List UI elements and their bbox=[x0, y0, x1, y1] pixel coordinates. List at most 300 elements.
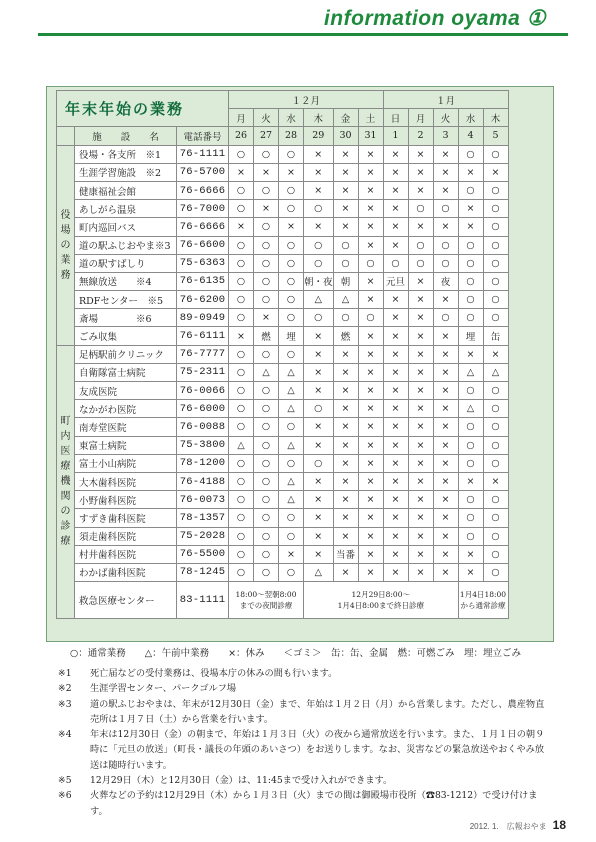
status-cell: 元旦 bbox=[383, 272, 408, 290]
weekday-header: 木 bbox=[483, 109, 508, 127]
month-january: １月 bbox=[383, 91, 508, 109]
status-cell: × bbox=[333, 145, 358, 163]
status-cell: 缶 bbox=[483, 327, 508, 345]
status-cell: ○ bbox=[229, 400, 254, 418]
facility-name: 友成医院 bbox=[75, 382, 177, 400]
note-key: ※6 bbox=[58, 790, 72, 802]
facility-tel: 75-2311 bbox=[177, 363, 229, 381]
status-cell: × bbox=[433, 291, 458, 309]
status-cell: × bbox=[358, 418, 383, 436]
status-cell: × bbox=[333, 491, 358, 509]
date-header: 4 bbox=[458, 127, 483, 145]
status-cell: × bbox=[304, 218, 334, 236]
facility-name: 無線放送 ※4 bbox=[75, 272, 177, 290]
status-cell: × bbox=[433, 563, 458, 581]
status-cell: ○ bbox=[254, 382, 279, 400]
facility-tel: 76-7777 bbox=[177, 345, 229, 363]
status-cell: × bbox=[408, 563, 433, 581]
status-cell: ○ bbox=[483, 309, 508, 327]
status-cell: × bbox=[483, 163, 508, 181]
status-cell: ○ bbox=[254, 272, 279, 290]
status-cell: ○ bbox=[229, 527, 254, 545]
status-cell: ○ bbox=[483, 491, 508, 509]
status-cell: × bbox=[383, 327, 408, 345]
status-cell: × bbox=[333, 509, 358, 527]
status-cell: × bbox=[383, 436, 408, 454]
facility-tel: 75-2028 bbox=[177, 527, 229, 545]
status-cell: ○ bbox=[483, 254, 508, 272]
page-number: 18 bbox=[552, 818, 566, 832]
status-cell: × bbox=[358, 491, 383, 509]
note-key: ※1 bbox=[58, 668, 72, 679]
status-cell: △ bbox=[458, 400, 483, 418]
status-cell: ○ bbox=[483, 527, 508, 545]
status-cell: ○ bbox=[333, 254, 358, 272]
status-cell: × bbox=[358, 236, 383, 254]
status-cell: ○ bbox=[483, 400, 508, 418]
status-cell: × bbox=[229, 218, 254, 236]
status-cell: × bbox=[383, 218, 408, 236]
facility-name: 大木歯科医院 bbox=[75, 472, 177, 490]
status-cell: 埋 bbox=[458, 327, 483, 345]
status-cell: ○ bbox=[254, 436, 279, 454]
facility-tel: 76-6600 bbox=[177, 236, 229, 254]
status-cell: × bbox=[358, 509, 383, 527]
status-cell: × bbox=[254, 200, 279, 218]
status-cell: × bbox=[408, 218, 433, 236]
status-cell: ○ bbox=[279, 454, 304, 472]
status-cell: × bbox=[483, 345, 508, 363]
status-cell: × bbox=[304, 418, 334, 436]
date-header: 30 bbox=[333, 127, 358, 145]
status-cell: × bbox=[458, 563, 483, 581]
status-cell: ○ bbox=[229, 418, 254, 436]
status-cell: ○ bbox=[458, 291, 483, 309]
status-cell: × bbox=[383, 200, 408, 218]
facility-tel: 76-5500 bbox=[177, 545, 229, 563]
status-cell: × bbox=[358, 145, 383, 163]
status-cell: × bbox=[304, 545, 334, 563]
status-cell: ○ bbox=[229, 472, 254, 490]
status-cell: × bbox=[333, 563, 358, 581]
status-cell: ○ bbox=[483, 563, 508, 581]
status-cell: × bbox=[333, 363, 358, 381]
status-cell: × bbox=[279, 218, 304, 236]
status-cell: ○ bbox=[483, 436, 508, 454]
status-cell: × bbox=[433, 382, 458, 400]
status-cell: ○ bbox=[458, 309, 483, 327]
facility-tel: 76-0073 bbox=[177, 491, 229, 509]
status-cell: ○ bbox=[433, 236, 458, 254]
status-cell: ○ bbox=[483, 181, 508, 199]
status-cell: ○ bbox=[304, 454, 334, 472]
status-cell: 当番 bbox=[333, 545, 358, 563]
emergency-name: 救急医療センター bbox=[75, 582, 177, 619]
facility-name: 役場・各支所 ※1 bbox=[75, 145, 177, 163]
facility-name: 南寿堂医院 bbox=[75, 418, 177, 436]
facility-name: ごみ収集 bbox=[75, 327, 177, 345]
status-cell: × bbox=[408, 145, 433, 163]
status-cell: ○ bbox=[229, 236, 254, 254]
status-cell: ○ bbox=[229, 309, 254, 327]
status-cell: × bbox=[383, 472, 408, 490]
status-cell: × bbox=[229, 327, 254, 345]
status-cell: ○ bbox=[358, 309, 383, 327]
status-cell: × bbox=[304, 382, 334, 400]
status-cell: × bbox=[383, 454, 408, 472]
status-cell: × bbox=[383, 418, 408, 436]
status-cell: × bbox=[408, 454, 433, 472]
status-cell: ○ bbox=[408, 200, 433, 218]
status-cell: × bbox=[333, 472, 358, 490]
status-cell: × bbox=[254, 309, 279, 327]
note-text: 死亡届などの受付業務は、役場本庁の休みの間も行います。 bbox=[90, 668, 338, 679]
status-cell: × bbox=[408, 363, 433, 381]
status-cell: × bbox=[304, 145, 334, 163]
footer-source: 2012. 1. 広報おやま bbox=[469, 822, 547, 831]
section-label-town-office: 役 場 の 業 務 bbox=[57, 145, 75, 345]
date-header: 1 bbox=[383, 127, 408, 145]
status-cell: × bbox=[458, 472, 483, 490]
status-cell: × bbox=[408, 309, 433, 327]
status-cell: × bbox=[433, 163, 458, 181]
status-cell: ○ bbox=[229, 509, 254, 527]
status-cell: ○ bbox=[458, 382, 483, 400]
status-cell: ○ bbox=[483, 200, 508, 218]
status-cell: △ bbox=[458, 363, 483, 381]
status-cell: × bbox=[304, 345, 334, 363]
note-text: 年末は12月30日（金）の朝まで、年始は１月３日（火）の夜から通常放送を行います。また、１月１日の朝９時に「元旦の放送」（町長・議長の年頭のあいさつ）をお送りします。なお、災害などの緊急放送やおくやみ放送は随時行います。 bbox=[90, 729, 545, 771]
facility-tel: 76-5700 bbox=[177, 163, 229, 181]
facility-name: RDFセンター ※5 bbox=[75, 291, 177, 309]
facility-name: 道の駅ふじおやま※3 bbox=[75, 236, 177, 254]
status-cell: × bbox=[433, 363, 458, 381]
header-facility: 施 設 名 bbox=[75, 127, 177, 145]
status-cell: △ bbox=[254, 363, 279, 381]
status-cell: × bbox=[408, 472, 433, 490]
status-cell: × bbox=[433, 218, 458, 236]
status-cell: × bbox=[433, 327, 458, 345]
weekday-header: 日 bbox=[383, 109, 408, 127]
status-cell: ○ bbox=[433, 254, 458, 272]
status-cell: × bbox=[358, 472, 383, 490]
status-cell: ○ bbox=[229, 181, 254, 199]
status-cell: × bbox=[383, 291, 408, 309]
status-cell: × bbox=[433, 436, 458, 454]
status-cell: ○ bbox=[229, 491, 254, 509]
status-cell: × bbox=[433, 345, 458, 363]
status-cell: 埋 bbox=[279, 327, 304, 345]
status-cell: × bbox=[458, 345, 483, 363]
status-cell: × bbox=[333, 418, 358, 436]
status-cell: ○ bbox=[408, 254, 433, 272]
status-cell: ○ bbox=[483, 545, 508, 563]
status-cell: ○ bbox=[458, 436, 483, 454]
emergency-tel: 83-1111 bbox=[177, 582, 229, 619]
note-key: ※3 bbox=[58, 698, 72, 710]
status-cell: ○ bbox=[229, 345, 254, 363]
status-cell: ○ bbox=[304, 236, 334, 254]
status-cell: × bbox=[304, 509, 334, 527]
status-cell: × bbox=[433, 509, 458, 527]
status-cell: × bbox=[408, 291, 433, 309]
status-cell: △ bbox=[279, 382, 304, 400]
status-cell: △ bbox=[279, 472, 304, 490]
status-cell: × bbox=[433, 145, 458, 163]
status-cell: × bbox=[408, 345, 433, 363]
weekday-header: 木 bbox=[304, 109, 334, 127]
status-cell: × bbox=[433, 491, 458, 509]
facility-tel: 76-0066 bbox=[177, 382, 229, 400]
status-cell: ○ bbox=[483, 291, 508, 309]
status-cell: ○ bbox=[458, 236, 483, 254]
status-cell: × bbox=[358, 363, 383, 381]
table-title: 年末年始の業務 bbox=[57, 91, 229, 127]
status-cell: ○ bbox=[254, 145, 279, 163]
status-cell: ○ bbox=[279, 418, 304, 436]
status-cell: ○ bbox=[229, 545, 254, 563]
facility-tel: 76-4188 bbox=[177, 472, 229, 490]
facility-name: 生涯学習施設 ※2 bbox=[75, 163, 177, 181]
status-cell: ○ bbox=[229, 454, 254, 472]
status-cell: × bbox=[304, 181, 334, 199]
status-cell: × bbox=[358, 181, 383, 199]
status-cell: △ bbox=[279, 363, 304, 381]
status-cell: × bbox=[383, 181, 408, 199]
note-text: 火葬などの予約は12月29日（木）から１月３日（火）までの間は御殿場市役所（☎83-1212）で受け付けます。 bbox=[90, 790, 538, 817]
facility-name: 須走歯科医院 bbox=[75, 527, 177, 545]
note-text: 12月29日（木）と12月30日（金）は、11:45まで受け入れができます。 bbox=[90, 775, 393, 787]
status-cell: × bbox=[358, 563, 383, 581]
section-label-medical: 町 内 医 療 機 関 の 診 療 bbox=[57, 345, 75, 618]
status-cell: △ bbox=[483, 363, 508, 381]
status-cell: ○ bbox=[254, 418, 279, 436]
date-header: 28 bbox=[279, 127, 304, 145]
status-cell: ○ bbox=[304, 400, 334, 418]
month-december: １２月 bbox=[229, 91, 384, 109]
header-tel: 電話番号 bbox=[177, 127, 229, 145]
status-cell: × bbox=[433, 181, 458, 199]
status-cell: ○ bbox=[254, 400, 279, 418]
status-cell: × bbox=[433, 472, 458, 490]
date-header: 3 bbox=[433, 127, 458, 145]
schedule-table bbox=[56, 90, 509, 619]
status-cell: ○ bbox=[229, 363, 254, 381]
status-cell: ○ bbox=[254, 454, 279, 472]
status-cell: × bbox=[433, 418, 458, 436]
date-header: 31 bbox=[358, 127, 383, 145]
facility-tel: 75-3800 bbox=[177, 436, 229, 454]
status-cell: × bbox=[408, 527, 433, 545]
status-cell: × bbox=[358, 454, 383, 472]
status-cell: ○ bbox=[458, 272, 483, 290]
status-cell: × bbox=[458, 200, 483, 218]
status-cell: ○ bbox=[483, 218, 508, 236]
note-item bbox=[58, 773, 548, 788]
status-cell: × bbox=[333, 181, 358, 199]
header-rule bbox=[38, 33, 568, 36]
note-key: ※5 bbox=[58, 775, 72, 787]
status-cell: × bbox=[358, 272, 383, 290]
facility-name: 自衛隊富士病院 bbox=[75, 363, 177, 381]
status-cell: × bbox=[408, 272, 433, 290]
status-cell: × bbox=[229, 163, 254, 181]
status-cell: × bbox=[458, 218, 483, 236]
status-cell: ○ bbox=[279, 254, 304, 272]
status-cell: × bbox=[304, 491, 334, 509]
status-cell: ○ bbox=[279, 345, 304, 363]
status-cell: × bbox=[304, 436, 334, 454]
facility-name: 小野歯科医院 bbox=[75, 491, 177, 509]
status-cell: × bbox=[333, 345, 358, 363]
status-cell: ○ bbox=[408, 236, 433, 254]
status-cell: ○ bbox=[433, 200, 458, 218]
status-cell: × bbox=[333, 454, 358, 472]
status-cell: ○ bbox=[279, 181, 304, 199]
status-cell: × bbox=[433, 400, 458, 418]
facility-name: すずき歯科医院 bbox=[75, 509, 177, 527]
note-item bbox=[58, 727, 548, 773]
status-cell: ○ bbox=[383, 254, 408, 272]
status-cell: ○ bbox=[254, 254, 279, 272]
status-cell: × bbox=[304, 363, 334, 381]
status-cell: × bbox=[408, 400, 433, 418]
facility-name: 道の駅すばしり bbox=[75, 254, 177, 272]
footer bbox=[470, 816, 566, 834]
status-cell: × bbox=[408, 181, 433, 199]
status-cell: ○ bbox=[304, 200, 334, 218]
status-cell: ○ bbox=[483, 236, 508, 254]
status-cell: × bbox=[333, 218, 358, 236]
facility-tel: 76-6666 bbox=[177, 181, 229, 199]
status-cell: ○ bbox=[254, 545, 279, 563]
weekday-header: 火 bbox=[433, 109, 458, 127]
status-cell: ○ bbox=[483, 272, 508, 290]
status-cell: × bbox=[333, 382, 358, 400]
status-cell: × bbox=[433, 454, 458, 472]
status-cell: ○ bbox=[458, 181, 483, 199]
facility-name: 健康福祉会館 bbox=[75, 181, 177, 199]
note-item bbox=[58, 788, 548, 819]
status-cell: ○ bbox=[279, 527, 304, 545]
status-cell: 朝 bbox=[333, 272, 358, 290]
status-cell: × bbox=[304, 472, 334, 490]
note-key: ※4 bbox=[58, 729, 72, 741]
facility-name: 東富士病院 bbox=[75, 436, 177, 454]
status-cell: × bbox=[408, 436, 433, 454]
status-cell: ○ bbox=[254, 527, 279, 545]
facility-tel: 75-6363 bbox=[177, 254, 229, 272]
note-text: 道の駅ふじおやまは、年末が12月30日（金）まで、年始は１月２日（月）から営業します。ただし、農産物直売所は１月７日（土）から営業を行います。 bbox=[90, 698, 545, 725]
status-cell: ○ bbox=[229, 145, 254, 163]
weekday-header: 水 bbox=[458, 109, 483, 127]
status-cell: △ bbox=[279, 400, 304, 418]
emergency-holiday: 12月29日8:00～ 1月4日8:00まで終日診療 bbox=[304, 582, 459, 619]
status-cell: × bbox=[408, 163, 433, 181]
facility-tel: 76-0088 bbox=[177, 418, 229, 436]
status-cell: ○ bbox=[254, 236, 279, 254]
status-cell: ○ bbox=[483, 418, 508, 436]
status-cell: ○ bbox=[279, 509, 304, 527]
status-cell: × bbox=[408, 509, 433, 527]
date-header: 2 bbox=[408, 127, 433, 145]
facility-tel: 76-6111 bbox=[177, 327, 229, 345]
status-cell: × bbox=[408, 418, 433, 436]
status-cell: ○ bbox=[254, 509, 279, 527]
status-cell: ○ bbox=[458, 509, 483, 527]
status-cell: ○ bbox=[279, 200, 304, 218]
status-cell: × bbox=[333, 527, 358, 545]
status-cell: △ bbox=[304, 563, 334, 581]
weekday-header: 月 bbox=[408, 109, 433, 127]
status-cell: ○ bbox=[279, 145, 304, 163]
status-cell: △ bbox=[229, 436, 254, 454]
facility-tel: 76-6000 bbox=[177, 400, 229, 418]
facility-name: 足柄駅前クリニック bbox=[75, 345, 177, 363]
weekday-header: 土 bbox=[358, 109, 383, 127]
status-cell: × bbox=[408, 382, 433, 400]
status-cell: ○ bbox=[458, 145, 483, 163]
status-cell: ○ bbox=[458, 418, 483, 436]
status-cell: ○ bbox=[483, 454, 508, 472]
weekday-header: 火 bbox=[254, 109, 279, 127]
status-cell: × bbox=[383, 236, 408, 254]
facility-name: なかがわ医院 bbox=[75, 400, 177, 418]
note-item bbox=[58, 697, 548, 728]
notes bbox=[58, 666, 548, 819]
status-cell: ○ bbox=[458, 527, 483, 545]
status-cell: × bbox=[333, 400, 358, 418]
note-text: 生涯学習センター、パークゴルフ場 bbox=[90, 683, 237, 695]
page-header-title: information oyama ① bbox=[323, 7, 546, 30]
status-cell: △ bbox=[333, 291, 358, 309]
facility-tel: 76-1111 bbox=[177, 145, 229, 163]
status-cell: × bbox=[333, 436, 358, 454]
status-cell: ○ bbox=[458, 254, 483, 272]
status-cell: × bbox=[383, 491, 408, 509]
status-cell: ○ bbox=[254, 181, 279, 199]
status-cell: ○ bbox=[254, 563, 279, 581]
status-cell: × bbox=[383, 345, 408, 363]
status-cell: ○ bbox=[304, 309, 334, 327]
facility-tel: 78-1200 bbox=[177, 454, 229, 472]
status-cell: × bbox=[358, 345, 383, 363]
date-header: 27 bbox=[254, 127, 279, 145]
status-cell: ○ bbox=[333, 236, 358, 254]
status-cell: ○ bbox=[458, 491, 483, 509]
status-cell: × bbox=[304, 527, 334, 545]
status-cell: ○ bbox=[254, 218, 279, 236]
status-cell: × bbox=[383, 400, 408, 418]
status-cell: ○ bbox=[254, 345, 279, 363]
status-cell: ○ bbox=[279, 272, 304, 290]
status-cell: × bbox=[433, 545, 458, 563]
facility-name: 富士小山病院 bbox=[75, 454, 177, 472]
status-cell: ○ bbox=[458, 454, 483, 472]
status-cell: × bbox=[279, 545, 304, 563]
facility-name: 町内巡回バス bbox=[75, 218, 177, 236]
facility-tel: 76-6666 bbox=[177, 218, 229, 236]
date-header: 29 bbox=[304, 127, 334, 145]
status-cell: × bbox=[358, 382, 383, 400]
facility-tel: 76-6135 bbox=[177, 272, 229, 290]
status-cell: × bbox=[254, 163, 279, 181]
status-cell: × bbox=[358, 545, 383, 563]
date-header: 26 bbox=[229, 127, 254, 145]
status-cell: △ bbox=[304, 291, 334, 309]
status-cell: ○ bbox=[279, 291, 304, 309]
weekday-header: 水 bbox=[279, 109, 304, 127]
